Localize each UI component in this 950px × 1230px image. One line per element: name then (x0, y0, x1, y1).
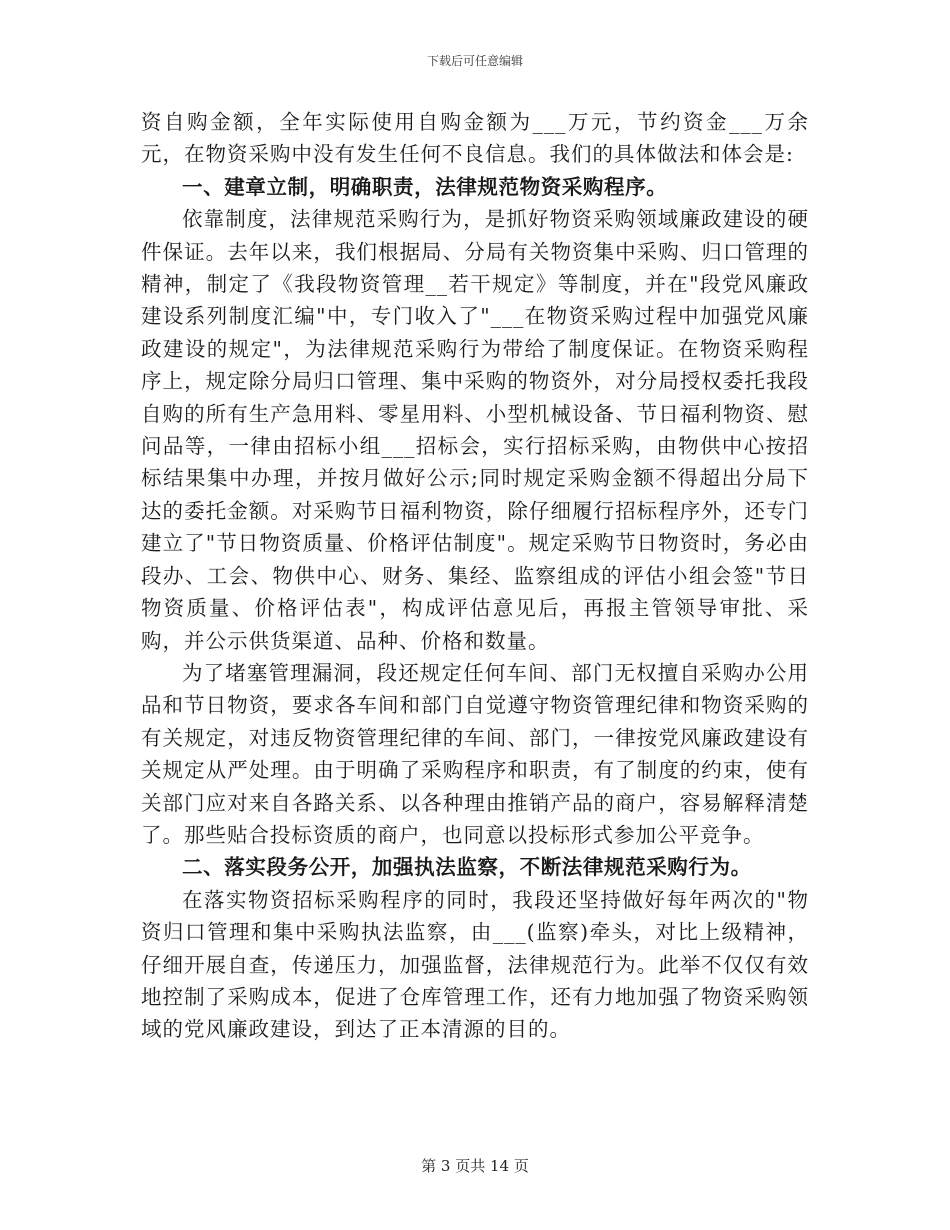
section-heading-1: 一、建章立制，明确职责，法律规范物资采购程序。 (182, 174, 668, 199)
intro-paragraph: 资自购金额，全年实际使用自购金额为___万元，节约资金___万余元，在物资采购中没有发生任何不良信息。我们的具体做法和体会是: (141, 110, 809, 167)
document-body (141, 106, 809, 1046)
section-2-paragraph-1: 在落实物资招标采购程序的同时，我段还坚持做好每年两次的"物资归口管理和集中采购执法监察，由___(监察)牵头，对比上级精神，仔细开展自查，传递压力，加强监督，法律规范行为。此举不仅仅有效地控制了采购成本，促进了仓库管理工作，还有力地加强了物资采购领域的党风廉政建设，到达了正本清源的目的。 (141, 887, 809, 1042)
page-number: 第 3 页共 14 页 (421, 1157, 529, 1175)
page-header: 下载后可任意编辑 (426, 54, 523, 68)
section-1-paragraph-1: 依靠制度，法律规范采购行为，是抓好物资采购领域廉政建设的硬件保证。去年以来，我们根据局、分局有关物资集中采购、归口管理的精神，制定了《我段物资管理__若干规定》等制度，并在"段党风廉政建设系列制度汇编"中，专门收入了"___在物资采购过程中加强党风廉政建设的规定"，为法律规范采购行为带给了制度保证。在物资采购程序上，规定除分局归口管理、集中采购的物资外，对分局授权委托我段自购的所有生产急用料、零星用料、小型机械设备、节日福利物资、慰问品等，一律由招标小组___招标会，实行招标采购，由物供中心按招标结果集中办理，并按月做好公示;同时规定采购金额不得超出分局下达的委托金额。对采购节日福利物资，除仔细履行招标程序外，还专门建立了"节日物资质量、价格评估制度"。规定采购节日物资时，务必由段办、工会、物供中心、财务、集经、监察组成的评估小组会签"节日物资质量、价格评估表"，构成评估意见后，再报主管领导审批、采购，并公示供货渠道、品种、价格和数量。 (141, 207, 809, 653)
section-1-paragraph-2: 为了堵塞管理漏洞，段还规定任何车间、部门无权擅自采购办公用品和节日物资，要求各车间和部门自觉遵守物资管理纪律和物资采购的有关规定，对违反物资管理纪律的车间、部门，一律按党风廉政建设有关规定从严处理。由于明确了采购程序和职责，有了制度的约束，使有关部门应对来自各路关系、以各种理由推销产品的商户，容易解释清楚了。那些贴合投标资质的商户，也同意以投标形式参加公平竞争。 (141, 660, 809, 847)
section-heading-2: 二、落实段务公开，加强执法监察，不断法律规范采购行为。 (182, 855, 752, 880)
